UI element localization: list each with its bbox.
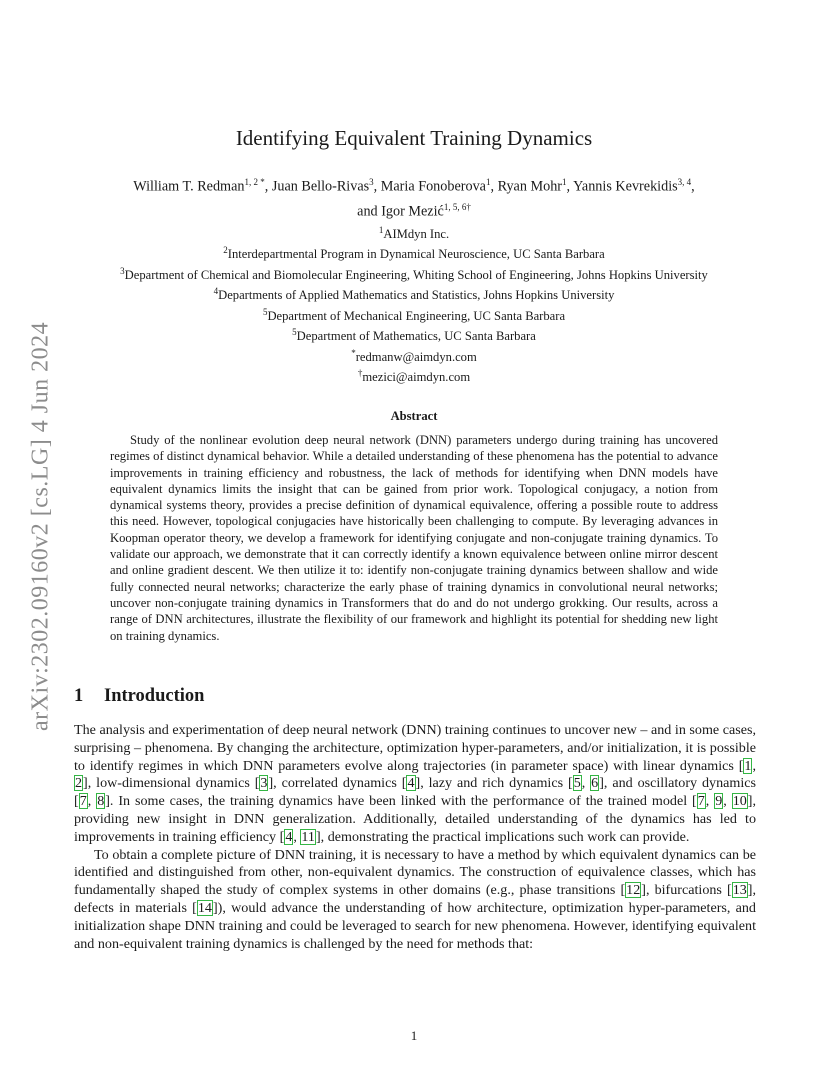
affiliation-line	[60, 324, 768, 344]
paragraph-text: ], bifurcations [	[641, 882, 732, 899]
paragraph-text: ], defects in materials [	[74, 882, 756, 916]
affiliation-text: Interdepartmental Program in Dynamical Neuroscience, UC Santa Barbara	[227, 247, 605, 262]
abstract-heading: Abstract	[390, 409, 438, 423]
author-name: William T. Redman	[133, 178, 245, 195]
citation-link[interactable]: 5	[573, 775, 581, 792]
citation-link[interactable]: 6	[591, 775, 599, 792]
affiliation-text: redmanw@aimdyn.com	[355, 350, 477, 365]
section-number: 1	[74, 686, 84, 706]
abstract-text: Study of the nonlinear evolution deep neural network (DNN) parameters undergo during training has uncovered regimes of distinct dynamical behavior. While a detailed understanding of these phenomena has the potential to advance improvements in training efficiency and robustness, the lack of methods for identifying when DNN models have equivalent dynamics limits the insight that can be gained from prior work. Topological conjugacy, a notion from dynamical systems theory, provides a precise definition of dynamical equivalence, offering a possible route to address this need. However, topological conjugacies have historically been challenging to compute. By leveraging advances in Koopman operator theory, we develop a framework for identifying conjugate and non-conjugate training dynamics. To validate our approach, we demonstrate that it can correctly identify a known equivalence between online mirror descent and online gradient descent. We then utilize it to: identify non-conjugate training dynamics between shallow and wide fully connected neural networks; characterize the early phase of training dynamics in convolutional neural networks; uncover non-conjugate training dynamics in Transformers that do and do not undergo grokking. Our results, across a range of DNN architectures, illustrate the flexibility of our framework and highlight its potential for shedding new light on training dynamics.	[110, 433, 718, 643]
citation-link[interactable]: 9	[715, 793, 723, 810]
paragraph-text: ], lazy and rich dynamics [	[415, 775, 573, 792]
author-conjunction: and	[357, 203, 382, 220]
author-sup: 3	[369, 177, 374, 187]
citation-link[interactable]: 12	[626, 882, 641, 899]
author-sup: 3, 4	[677, 177, 692, 187]
author-name: Juan Bello-Rivas	[271, 178, 370, 195]
paragraph-text: ,	[752, 757, 756, 774]
citation-link[interactable]: 2	[75, 775, 83, 792]
citation-link[interactable]: 7	[79, 793, 87, 810]
citation-link[interactable]: 14	[197, 899, 212, 916]
citation-link[interactable]: 13	[732, 882, 747, 899]
affiliation-list	[60, 222, 768, 386]
affiliation-text: AIMdyn Inc.	[383, 227, 450, 242]
paragraph	[74, 847, 756, 954]
affiliation-line	[60, 304, 768, 324]
affiliation-sup: †	[357, 368, 363, 379]
author-sup: 1, 2 *	[244, 177, 265, 187]
author-sup: 1, 5, 6†	[443, 201, 471, 212]
affiliation-text: Department of Mathematics, UC Santa Barbara	[296, 329, 536, 344]
affiliation-line	[60, 222, 768, 242]
page-number: 1	[410, 1028, 418, 1043]
paragraph-text: ,	[581, 775, 591, 792]
citation-link[interactable]: 1	[744, 757, 752, 774]
affiliation-sup: 2	[223, 245, 228, 256]
author-list	[60, 172, 768, 221]
affiliation-line	[60, 345, 768, 365]
paper-title: Identifying Equivalent Training Dynamics	[235, 126, 593, 150]
citation-link[interactable]: 10	[732, 793, 747, 810]
author-name: Ryan Mohr	[497, 178, 563, 195]
affiliation-text: mezici@aimdyn.com	[362, 370, 471, 385]
affiliation-sup: 5	[262, 306, 268, 317]
author-name: Maria Fonoberova	[380, 178, 486, 195]
paragraph-text: ,	[705, 793, 715, 810]
paragraph-text: ], demonstrating the practical implications such work can provide.	[315, 828, 690, 845]
affiliation-line	[60, 283, 768, 303]
citation-link[interactable]: 4	[407, 775, 415, 792]
citation-link[interactable]: 11	[301, 828, 315, 845]
citation-link[interactable]: 3	[260, 775, 268, 792]
citation-link[interactable]: 7	[697, 793, 705, 810]
author-name: Yannis Kevrekidis	[573, 178, 678, 195]
affiliation-text: Department of Chemical and Biomolecular Engineering, Whiting School of Engineering, Johns Hopkins University	[124, 268, 708, 283]
introduction-body	[74, 722, 756, 953]
paragraph	[74, 722, 756, 847]
paragraph-text: ,	[723, 793, 732, 810]
affiliation-text: Departments of Applied Mathematics and Statistics, Johns Hopkins University	[218, 288, 615, 303]
paragraph-text: The analysis and experimentation of deep neural network (DNN) training continues to uncover new – and in some cases, surprising – phenomena. By changing the architecture, optimization hyper-parameters, and/or initialization, it is possible to identify regimes in which DNN parameters evolve along trajectories (in parameter space) with linear dynamics [	[74, 722, 756, 774]
paragraph-text: To obtain a complete picture of DNN training, it is necessary to have a method by which equivalent dynamics can be identified and distinguished from other, non-equivalent dynamics. The construction of equivalence classes, which has fundamentally shaped the study of complex systems in other domains (e.g., phase transitions [	[74, 846, 756, 899]
affiliation-sup: 3	[120, 265, 125, 276]
section-heading	[74, 686, 204, 707]
affiliation-sup: 4	[213, 286, 219, 297]
paragraph-text: ]), would advance the understanding of how architecture, optimization hyper-parameters, and initialization shape DNN training and could be leveraged to search for new phenomena. However, identifying equivalent and non-equivalent training dynamics is challenged by the need for methods that:	[74, 899, 756, 952]
paragraph-text: ], and oscillatory dynamics [	[74, 775, 757, 810]
author-line-2	[60, 197, 768, 222]
citation-link[interactable]: 8	[97, 793, 105, 810]
author-line-1: William T. Redman$^{1, 2 *}$, Juan Bello-Rivas$^3$, Maria Fonoberova$^1$, Ryan Mohr$^1$, Yannis Kevrekidis$^{3, 4}$,	[133, 177, 695, 195]
paragraph-text: ,	[293, 828, 301, 845]
paragraph-text: ], low-dimensional dynamics [	[83, 775, 260, 792]
affiliation-sup: 1	[378, 225, 384, 235]
arxiv-identifier: arXiv:2302.09160v2 [cs.LG] 4 Jun 2024	[27, 321, 54, 731]
author-name: Igor Mezić	[381, 203, 444, 220]
affiliation-sup: *	[351, 347, 356, 358]
author-sup: 1	[485, 177, 491, 187]
affiliation-line	[60, 365, 768, 385]
paragraph-text: ]. In some cases, the training dynamics have been linked with the performance of the trained model [	[105, 793, 697, 810]
paragraph-text: ,	[87, 793, 97, 810]
affiliation-line	[60, 242, 768, 262]
citation-link[interactable]: 4	[285, 828, 293, 845]
affiliation-text: Department of Mechanical Engineering, UC Santa Barbara	[267, 309, 566, 324]
affiliation-line	[60, 263, 768, 283]
paragraph-text: ], providing new insight in DNN generalization. Additionally, detailed understanding of the dynamics has led to improvements in training efficiency [	[74, 793, 757, 845]
section-title: Introduction	[104, 686, 205, 706]
paragraph-text: ], correlated dynamics [	[268, 775, 407, 792]
affiliation-sup: 5	[292, 327, 297, 338]
author-sup: 1	[562, 177, 567, 187]
